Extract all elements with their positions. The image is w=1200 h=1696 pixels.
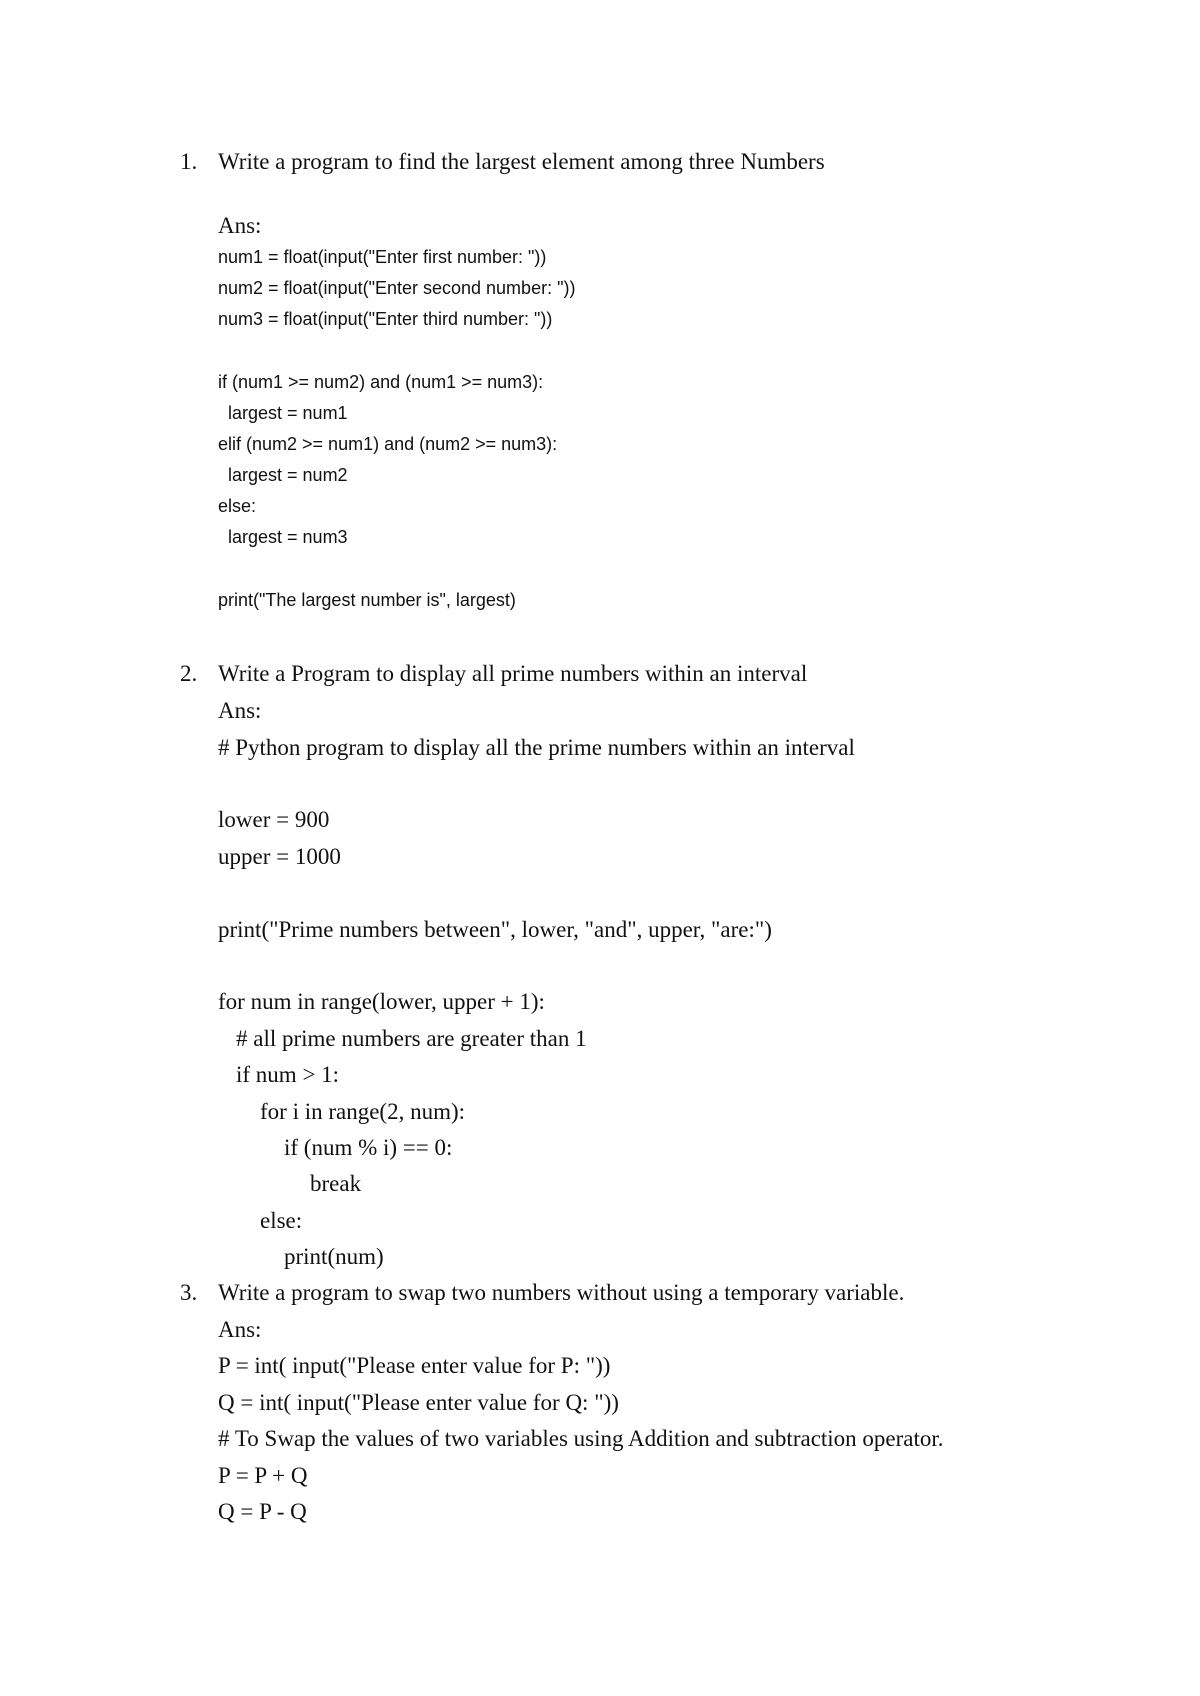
code-line: num2 = float(input("Enter second number: ")): [218, 278, 576, 298]
code-line: # all prime numbers are greater than 1: [236, 1026, 587, 1051]
code-line: num3 = float(input("Enter third number: ")): [218, 309, 553, 329]
code-line: num1 = float(input("Enter first number: ")): [218, 247, 547, 267]
code-line: # To Swap the values of two variables using Addition and subtraction operator.: [218, 1426, 944, 1451]
code-line: upper = 1000: [218, 844, 341, 869]
question-1-answer-label: Ans:: [218, 213, 262, 238]
code-line: for num in range(lower, upper + 1):: [218, 989, 545, 1014]
code-line: lower = 900: [218, 807, 330, 832]
question-3-number: 3.: [180, 1280, 198, 1305]
code-line: Q = P - Q: [218, 1499, 307, 1524]
code-line: if num > 1:: [236, 1062, 340, 1087]
question-1-number: 1.: [180, 149, 198, 174]
code-line: P = P + Q: [218, 1463, 308, 1488]
code-line: print("Prime numbers between", lower, "and", upper, "are:"): [218, 917, 772, 942]
code-line: else:: [260, 1208, 303, 1233]
code-line: largest = num2: [218, 465, 348, 485]
question-1-title: Write a program to find the largest element among three Numbers: [218, 149, 825, 174]
code-line: for i in range(2, num):: [260, 1099, 466, 1124]
question-2-title: Write a Program to display all prime numbers within an interval: [218, 661, 808, 686]
code-line: largest = num3: [218, 527, 348, 547]
code-line: if (num % i) == 0:: [284, 1135, 453, 1160]
code-line: P = int( input("Please enter value for P: ")): [218, 1353, 611, 1378]
question-3-answer-label: Ans:: [218, 1317, 262, 1342]
question-2-answer-label: Ans:: [218, 698, 262, 723]
question-2-number: 2.: [180, 661, 198, 686]
question-3-title: Write a program to swap two numbers without using a temporary variable.: [218, 1280, 905, 1305]
code-line: break: [310, 1171, 362, 1196]
code-line: largest = num1: [218, 403, 348, 423]
code-line: print(num): [284, 1244, 384, 1269]
code-line: else:: [218, 496, 257, 516]
code-line: Q = int( input("Please enter value for Q: ")): [218, 1390, 619, 1415]
code-line: elif (num2 >= num1) and (num2 >= num3):: [218, 434, 558, 454]
code-line: print("The largest number is", largest): [218, 590, 516, 610]
code-line: if (num1 >= num2) and (num1 >= num3):: [218, 372, 544, 392]
code-line: # Python program to display all the prime numbers within an interval: [218, 735, 855, 760]
